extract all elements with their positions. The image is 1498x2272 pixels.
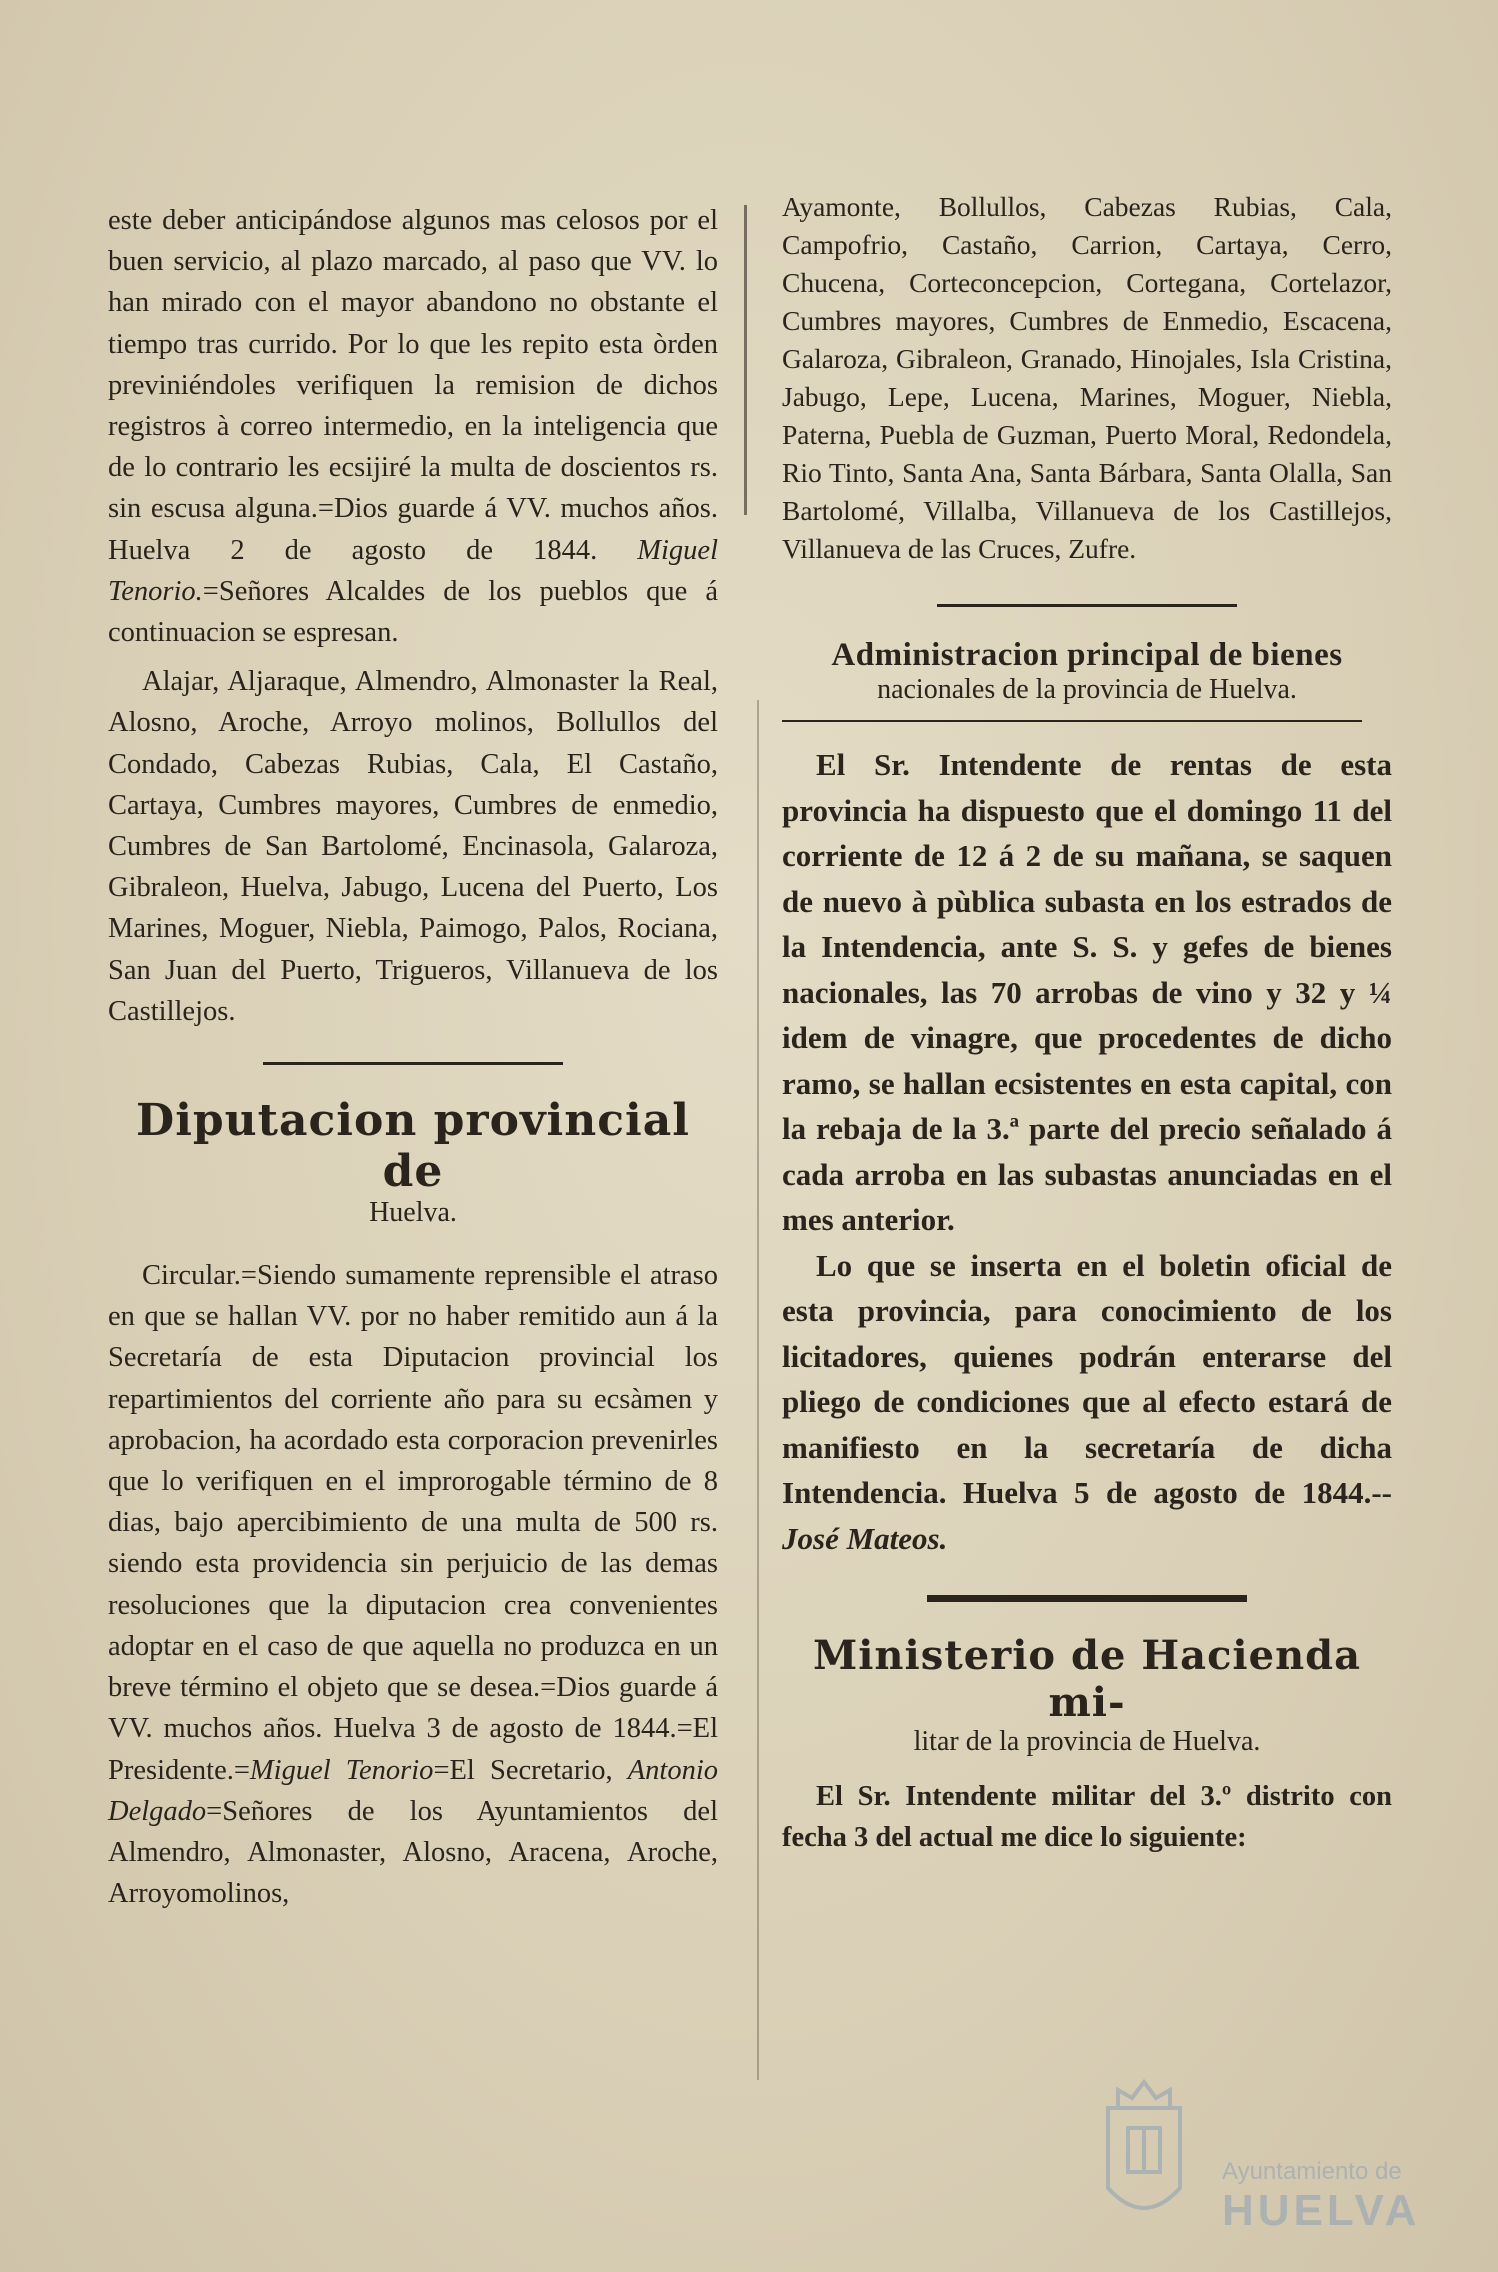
notice-addressees: =Señores Alcaldes de los pueblos que á continuacion se espresan. bbox=[108, 575, 718, 649]
circular-president-signature: Miguel Tenorio bbox=[249, 1754, 434, 1786]
circular-text: Circular.=Siendo sumamente reprensible el atraso en que se hallan VV. por no haber remitido aun á la Secretaría de esta Diputacion provincial los repartimientos del corriente año para su ecsàmen y aprobacion, ha acordado esta corporacion prevenirles que lo verifiquen en el improrogable término de 8 dias, bajo apercibimiento de una multa de 500 rs. siendo esta providencia sin perjuicio de las demas resoluciones que la diputacion crea convenientes adoptar en el caso de que aquella no produzca en un breve término el objeto que se desea.=Dios guarde á VV. muchos años. Huelva 3 de agosto de 1844.=El Presidente.= bbox=[108, 1260, 718, 1786]
ministerio-paragraph: El Sr. Intendente militar del 3.º distrito con fecha 3 del actual me dice lo siguiente: bbox=[782, 1781, 1392, 1854]
column-divider-top bbox=[744, 205, 747, 515]
circular-secretary-label: =El Secretario, bbox=[433, 1754, 628, 1786]
administracion-paragraph-2 bbox=[782, 1243, 1392, 1562]
towns-list: Alajar, Aljaraque, Almendro, Almonaster la Real, Alosno, Aroche, Arroyo molinos, Bollullos del Condado, Cabezas Rubias, Cala, El Castaño, Cartaya, Cumbres mayores, Cumbres de enmedio, Cumbres de San Bartolomé, Encinasola, Galaroza, Gibraleon, Huelva, Jabugo, Lucena del Puerto, Los Marines, Moguer, Niebla, Paimogo, Palos, Rociana, San Juan del Puerto, Trigueros, Villanueva de los Castillejos. bbox=[108, 666, 718, 1027]
diputacion-heading: Diputacion provincial de bbox=[136, 1095, 690, 1198]
circular-secretary-signature: Antonio Delgado bbox=[108, 1754, 719, 1827]
section-rule bbox=[937, 604, 1237, 607]
section-rule bbox=[263, 1062, 563, 1065]
administracion-body bbox=[782, 742, 1392, 1561]
administracion-heading: Administracion principal de bienes bbox=[831, 637, 1343, 673]
column-divider bbox=[757, 700, 759, 2080]
section-rule-thick bbox=[927, 1595, 1247, 1602]
notice-paragraph bbox=[108, 200, 718, 653]
ministerio-subheading: litar de la provincia de Huelva. bbox=[913, 1726, 1261, 1757]
circular-addressees: =Señores de los Ayuntamientos del Almendro, Almonaster, Alosno, Aracena, Aroche, Arroyomolinos, bbox=[108, 1795, 718, 1910]
administracion-paragraph: El Sr. Intendente de rentas de esta provincia ha dispuesto que el domingo 11 del corriente de 12 á 2 de su mañana, se saquen de nuevo à pùblica subasta en los estrados de la Intendencia, ante S. S. y gefes de bienes nacionales, las 70 arrobas de vino y 32 y ¼ idem de vinagre, que procedentes de dicho ramo, se hallan ecsistentes en esta capital, con la rebaja de la 3.ª parte del precio señalado á cada arroba en las subastas anunciadas en el mes anterior. bbox=[782, 747, 1392, 1237]
right-column bbox=[782, 188, 1392, 1858]
administracion-subheading: nacionales de la provincia de Huelva. bbox=[877, 674, 1297, 705]
ministerio-heading: Ministerio de Hacienda mi- bbox=[812, 1632, 1362, 1726]
circular-paragraph bbox=[108, 1255, 718, 1914]
notice-signature: Miguel Tenorio. bbox=[108, 534, 718, 607]
watermark bbox=[1088, 2068, 1421, 2238]
city-crest-icon bbox=[1088, 2068, 1200, 2238]
administracion-signature: José Mateos. bbox=[782, 1520, 948, 1556]
heading-underline bbox=[782, 720, 1362, 722]
diputacion-subheading: Huelva. bbox=[369, 1197, 457, 1229]
left-column bbox=[108, 200, 718, 1914]
watermark-line-2: HUELVA bbox=[1222, 2186, 1421, 2235]
administracion-text: Lo que se inserta en el boletin oficial de esta provincia, para conocimiento de los licitadores, quienes podrán enterarse del pliego de condiciones que al efecto estará de manifiesto en la secretaría de dicha Intendencia. Huelva 5 de agosto de 1844.-- bbox=[782, 1247, 1392, 1510]
towns-continued: Ayamonte, Bollullos, Cabezas Rubias, Cala, Campofrio, Castaño, Carrion, Cartaya, Cerro, Chucena, Corteconcepcion, Cortegana, Cortelazor, Cumbres mayores, Cumbres de Enmedio, Escacena, Galaroza, Gibraleon, Granado, Hinojales, Isla Cristina, Jabugo, Lepe, Lucena, Marines, Moguer, Niebla, Paterna, Puebla de Guzman, Puerto Moral, Redondela, Rio Tinto, Santa Ana, Santa Bárbara, Santa Olalla, San Bartolomé, Villalba, Villanueva de los Castillejos, Villanueva de las Cruces, Zufre. bbox=[782, 191, 1392, 564]
notice-text: este deber anticipándose algunos mas celosos por el buen servicio, al plazo marcado, al paso que VV. lo han mirado con el mayor abandono no obstante el tiempo tras currido. Por lo que les repito esta òrden previniéndoles verifiquen la remision de dichos registros à correo intermedio, en la inteligencia que de lo contrario les ecsijiré la multa de doscientos rs. sin escusa alguna.=Dios guarde á VV. muchos años. Huelva 2 de agosto de 1844. bbox=[108, 205, 718, 566]
watermark-line-1: Ayuntamiento de bbox=[1222, 2158, 1402, 2185]
